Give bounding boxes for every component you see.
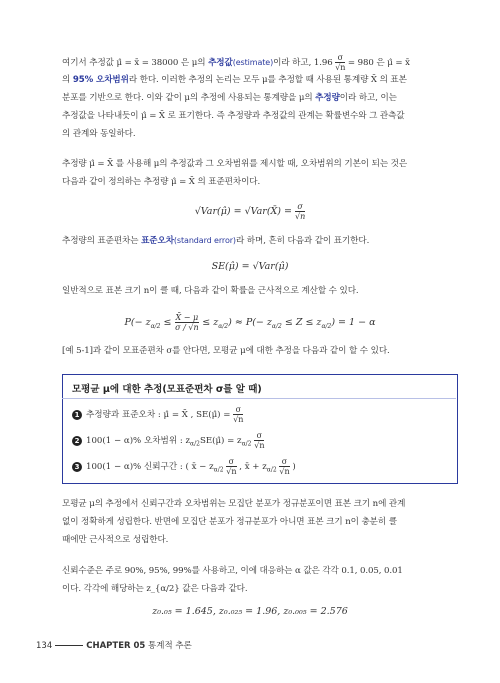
paragraph-line: 때에만 근사적으로 성립한다.: [62, 535, 169, 545]
bullet-3: 3: [72, 462, 82, 472]
fraction: [233, 405, 243, 424]
equation-variance: [0, 202, 500, 221]
eq-sub: α/2: [241, 440, 252, 448]
fraction: [295, 202, 305, 221]
box-row-text: , x̄ + z: [239, 462, 267, 472]
eq-sub: α/2: [218, 322, 229, 330]
summary-box-title: [62, 378, 456, 399]
eq-text: ) = 1 − α: [331, 317, 376, 328]
paragraph-line: 모평균 μ의 추정에서 신뢰구간과 오차범위는 모집단 분포가 정규분포이면 표본 크기 n에 관계: [62, 499, 406, 509]
bullet-2: 2: [72, 436, 82, 446]
chapter-title: 통계적 추론: [148, 641, 192, 651]
paragraph-line: 일반적으로 표본 크기 n이 클 때, 다음과 같이 확률을 근사적으로 계산할 수 있다.: [62, 286, 359, 296]
frac-num: σ: [335, 53, 345, 63]
box-row-3: [72, 457, 296, 476]
text: 추정량의 표준편차는: [62, 236, 139, 246]
paragraph-line: [62, 72, 452, 90]
eq-text: P(− z: [124, 317, 151, 328]
footer-rule: [55, 645, 83, 646]
eq-sub: α/2: [321, 322, 332, 330]
text: 이라 하고, 1.96: [273, 58, 333, 68]
paragraph-line: 의 관계와 동일하다.: [62, 129, 136, 139]
text: = 980 은 μ̂ = x̄: [347, 58, 410, 68]
frac-num: X̄ − μ: [175, 313, 199, 322]
fraction: [175, 313, 200, 332]
term-estimate: 추정값: [208, 58, 233, 68]
frac-den: σ / √n: [175, 323, 199, 332]
eq-text: ≤ Z ≤ z: [284, 317, 322, 328]
paragraph-line: [62, 53, 452, 73]
frac-num: σ: [279, 457, 289, 467]
text: 여기서 추정값 μ̂ = x̄ = 38000 은 μ의: [62, 58, 206, 68]
text: 의: [62, 75, 71, 85]
text: 분포를 기반으로 한다. 이와 같이 μ의 추정에 사용되는 통계량을 μ의: [62, 93, 313, 103]
equation-z-values: z₀.₀₅ = 1.645, z₀.₀₂₅ = 1.96, z₀.₀₀₅ = 2.576: [152, 606, 348, 617]
box-row-text: 추정량과 표준오차 : μ̂ = X̄ , SE(μ̂) =: [86, 410, 231, 420]
frac-den: √n: [335, 63, 346, 72]
paragraph-line: 신뢰수준은 주로 90%, 95%, 99%를 사용하고, 이에 대응하는 α 값은 각각 0.1, 0.05, 0.01: [62, 566, 403, 576]
equation-se: SE(μ̂) = √Var(μ̂): [211, 261, 289, 272]
frac-num: σ: [295, 202, 305, 212]
paragraph-line: 이다. 각각에 해당하는 z_{α/2} 값은 다음과 같다.: [62, 584, 248, 594]
term-standard-error-en: (standard error): [173, 236, 236, 245]
frac-den: √n: [279, 467, 290, 476]
page-number: 134: [36, 641, 53, 651]
box-title-text: 모평균 μ에 대한 추정(모표준편차 σ를 알 때): [72, 384, 262, 395]
eq-sub: α/2: [213, 466, 224, 474]
text: 라 하며, 흔히 다음과 같이 표기한다.: [235, 236, 370, 246]
paragraph-line: [예 5-1]과 같이 모표준편차 σ를 안다면, 모평균 μ에 대한 추정을 다음과 같이 할 수 있다.: [62, 346, 390, 356]
box-row-text: ): [292, 462, 296, 472]
page-footer: [36, 639, 192, 651]
frac-num: σ: [233, 405, 243, 415]
bullet-1: 1: [72, 410, 82, 420]
text: 라 한다. 이러한 추정의 논리는 모두 μ를 추정할 때 사용된 통계량 X̄ 의 표본: [128, 75, 407, 85]
frac-den: √n: [233, 415, 244, 424]
eq-text: ≤ z: [202, 317, 219, 328]
equation-probability: [0, 313, 500, 332]
term-estimate-en: (estimate): [232, 58, 274, 67]
fraction: [254, 431, 264, 450]
fraction: [226, 457, 236, 476]
box-row-text: 100(1 − α)% 오차범위 : z: [86, 436, 191, 446]
eq-text: ≤: [163, 317, 172, 328]
term-standard-error: 표준오차: [141, 236, 174, 246]
term-estimator: 추정량: [315, 93, 340, 103]
eq-sub: α/2: [150, 322, 161, 330]
frac-den: √n: [295, 212, 306, 221]
paragraph-line: 추정값을 나타내듯이 μ̂ = X̄ 로 표기한다. 즉 추정량과 추정값의 관계는 확률변수와 그 관측값: [62, 111, 405, 121]
paragraph-line: 없이 정확하게 성립한다. 반면에 모집단 분포가 정규분포가 아니면 표본 크기 n이 충분히 클: [62, 517, 397, 527]
chapter-label: CHAPTER 05: [86, 641, 146, 651]
paragraph-line: [62, 90, 452, 108]
eq-text: ) ≈ P(− z: [228, 317, 272, 328]
fraction: [335, 53, 345, 72]
frac-den: √n: [254, 441, 265, 450]
term-margin-of-error: 95% 오차범위: [72, 75, 129, 85]
eq-sub: α/2: [271, 322, 282, 330]
frac-num: σ: [226, 457, 236, 467]
text: 이라 하고, 이는: [339, 93, 397, 103]
paragraph-line: [62, 232, 452, 251]
box-row-2: [72, 431, 264, 450]
frac-num: σ: [254, 431, 264, 441]
eq-text: √Var(μ̂) = √Var(X̄) =: [194, 206, 292, 217]
box-row-text: SE(μ̂) = z: [199, 436, 242, 446]
eq-sub: α/2: [190, 440, 200, 448]
box-row-1: [72, 405, 243, 424]
box-row-text: 100(1 − α)% 신뢰구간 : ( x̄ − z: [86, 462, 214, 472]
paragraph-line: 다음과 같이 정의하는 추정량 μ̂ = X̄ 의 표준편차이다.: [62, 177, 261, 187]
frac-den: √n: [226, 467, 237, 476]
fraction: [279, 457, 289, 476]
paragraph-line: 추정량 μ̂ = X̄ 를 사용해 μ의 추정값과 그 오차범위를 제시할 때, 오차범위의 기본이 되는 것은: [62, 159, 408, 169]
eq-sub: α/2: [266, 466, 277, 474]
